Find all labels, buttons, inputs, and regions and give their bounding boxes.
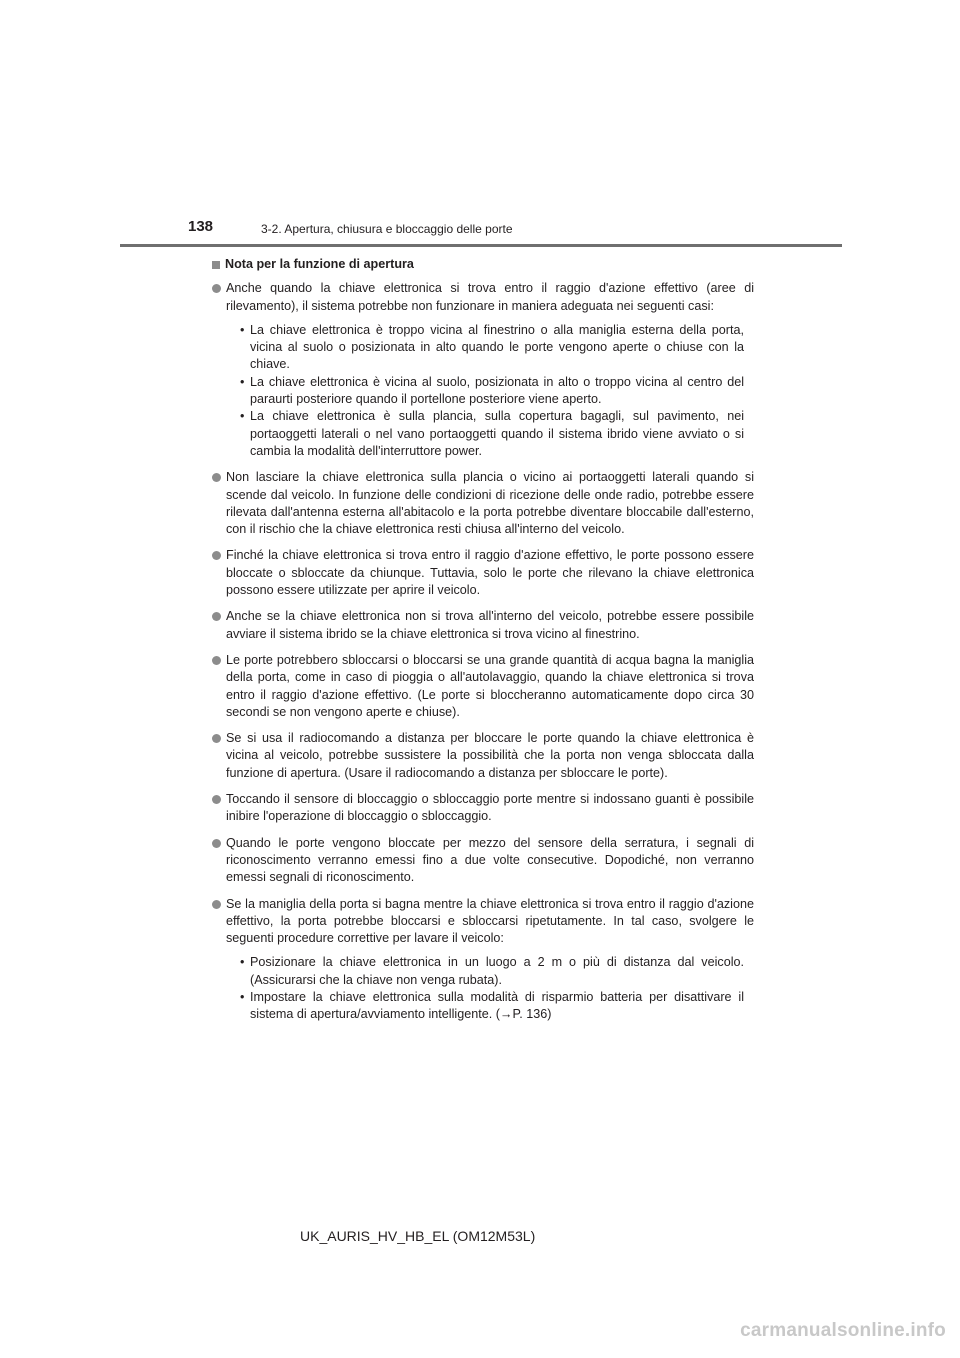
section-heading	[212, 256, 754, 273]
sublist-item-text: La chiave elettronica è sulla plancia, sulla copertura bagagli, sul pavimento, nei portaoggetti laterali o nel vano portaoggetti quando il sistema ibrido viene avviato o si cambia la modalità dell'interruttore power.	[250, 409, 744, 458]
sublist	[226, 954, 754, 1023]
dot-bullet-icon: •	[240, 322, 245, 337]
item-list	[212, 280, 754, 1023]
sublist-item-text: La chiave elettronica è troppo vicina al finestrino o alla maniglia esterna della porta, vicina al suolo o posizionata in alto quando le porte vengono aperte o chiuse con la chiave.	[250, 322, 744, 372]
round-bullet-icon	[212, 656, 221, 665]
list-item-text: Quando le porte vengono bloccate per mezzo del sensore della serratura, i segnali di riconoscimento verranno emessi fino a due volte consecutive. Dopodiché, non verranno emessi segnali di riconoscimento.	[226, 835, 754, 885]
sublist-item	[226, 408, 754, 460]
dot-bullet-icon: •	[240, 955, 245, 970]
round-bullet-icon	[212, 795, 221, 804]
list-item-text: Finché la chiave elettronica si trova entro il raggio d'azione effettivo, le porte possono essere bloccate o sbloccate da chiunque. Tuttavia, solo le porte che rilevano la chiave elettronica possono essere utilizzate per aprire il veicolo.	[226, 548, 754, 598]
square-bullet-icon	[212, 261, 220, 269]
footer-document-code: UK_AURIS_HV_HB_EL (OM12M53L)	[300, 1228, 536, 1244]
round-bullet-icon	[212, 900, 221, 909]
section-heading-text: Nota per la funzione di apertura	[225, 257, 414, 271]
sublist-item	[226, 989, 754, 1024]
page-number: 138	[188, 218, 214, 235]
round-bullet-icon	[212, 839, 221, 848]
dot-bullet-icon: •	[240, 989, 245, 1004]
list-item	[212, 547, 754, 599]
list-item-text: Le porte potrebbero sbloccarsi o bloccarsi se una grande quantità di acqua bagna la maniglia della porta, come in caso di pioggia o all'autolavaggio, quando la chiave elettronica si trova entro il raggio d'azione effettivo. (Le porte si bloccheranno automaticamente dopo circa 30 secondi se non vengono aperte e chiuse).	[226, 652, 754, 719]
dot-bullet-icon: •	[240, 374, 245, 389]
round-bullet-icon	[212, 612, 221, 621]
list-item-text: Anche quando la chiave elettronica si trova entro il raggio d'azione effettivo (aree di rilevamento), il sistema potrebbe non funzionare in maniera adeguata nei seguenti casi:	[226, 281, 754, 313]
sublist	[226, 322, 754, 460]
list-item-text: Non lasciare la chiave elettronica sulla plancia o vicino ai portaoggetti laterali quando si scende dal veicolo. In funzione delle condizioni di ricezione delle onde radio, potrebbe essere rilevata dall'antenna esterna all'abitacolo e la porta potrebbe diventare bloccabile dall'esterno, con il rischio che la chiave elettronica resti chiusa all'interno del veicolo.	[226, 470, 754, 537]
list-item-text: Se la maniglia della porta si bagna mentre la chiave elettronica si trova entro il raggio d'azione effettivo, la porta potrebbe bloccarsi e sbloccarsi ripetutamente. In tal caso, svolgere le seguenti procedure correttive per lavare il veicolo:	[226, 896, 754, 946]
list-item-text: Anche se la chiave elettronica non si trova all'interno del veicolo, potrebbe essere possibile avviare il sistema ibrido se la chiave elettronica si trova vicino al finestrino.	[226, 609, 754, 641]
round-bullet-icon	[212, 284, 221, 293]
header-rule	[120, 244, 842, 247]
list-item	[212, 608, 754, 643]
sublist-item-text: Posizionare la chiave elettronica in un luogo a 2 m o più di distanza dal veicolo. (Assicurarsi che la chiave non venga rubata).	[250, 955, 744, 987]
running-header: 3-2. Apertura, chiusura e bloccaggio delle porte	[261, 222, 513, 236]
list-item	[212, 791, 754, 826]
round-bullet-icon	[212, 734, 221, 743]
sublist-item	[226, 374, 754, 409]
sublist-item	[226, 954, 754, 989]
dot-bullet-icon: •	[240, 409, 245, 424]
sublist-item-text: Impostare la chiave elettronica sulla modalità di risparmio batteria per disattivare il sistema di apertura/avviamento intelligente. (→P. 136)	[250, 989, 744, 1022]
list-item	[212, 280, 754, 460]
list-item	[212, 730, 754, 782]
list-item	[212, 896, 754, 1024]
round-bullet-icon	[212, 473, 221, 482]
list-item-text: Toccando il sensore di bloccaggio o sbloccaggio porte mentre si indossano guanti è possibile inibire l'operazione di bloccaggio o sbloccaggio.	[226, 792, 754, 824]
list-item-text: Se si usa il radiocomando a distanza per bloccare le porte quando la chiave elettronica è vicina al veicolo, potrebbe sussistere la possibilità che la porta non venga sbloccata dalla funzione di apertura. (Usare il radiocomando a distanza per sbloccare le porte).	[226, 731, 754, 780]
content	[212, 256, 754, 1033]
list-item	[212, 652, 754, 721]
sublist-item	[226, 322, 754, 374]
watermark: carmanualsonline.info	[740, 1320, 946, 1341]
list-item	[212, 469, 754, 538]
list-item	[212, 835, 754, 887]
sublist-item-text: La chiave elettronica è vicina al suolo, posizionata in alto o troppo vicina al centro del paraurti posteriore quando il portellone posteriore viene aperto.	[250, 374, 744, 407]
round-bullet-icon	[212, 551, 221, 560]
